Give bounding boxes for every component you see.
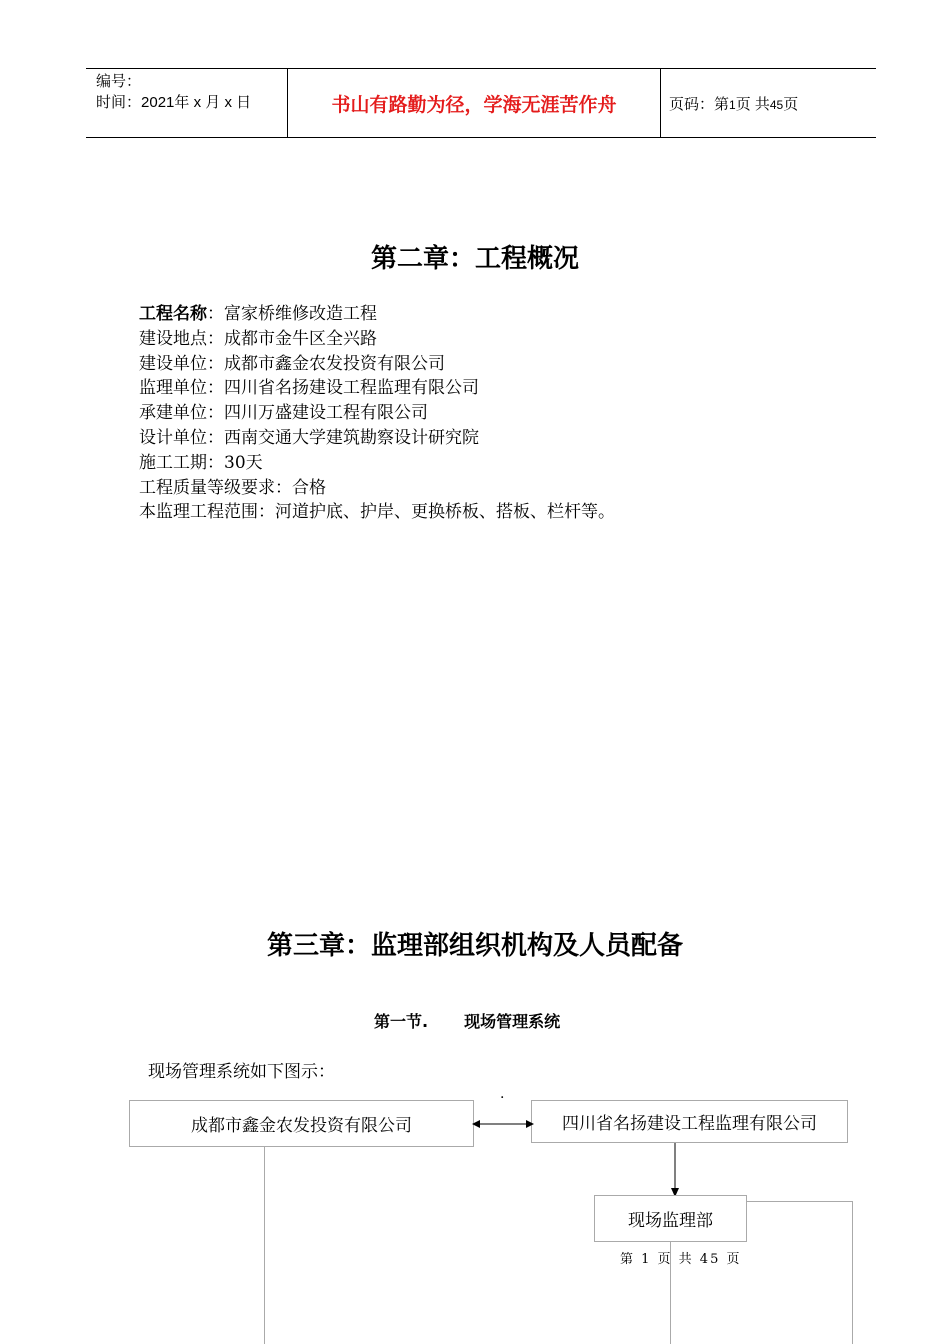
project-info-value: ：成都市金牛区全兴路: [207, 328, 377, 349]
header-divider: [660, 69, 661, 137]
project-info-item: [139, 327, 615, 352]
project-info-item: [139, 500, 615, 525]
project-info-value: ：西南交通大学建筑勘察设计研究院: [207, 427, 479, 448]
org-chart-intro: 现场管理系统如下图示：: [148, 1062, 335, 1082]
section-heading: [374, 1009, 560, 1032]
page-footer: 第 1 页 共 45 页: [620, 1252, 742, 1267]
project-info-item: [139, 376, 615, 401]
project-info-key: 承建单位: [139, 403, 207, 424]
project-info-value: ：成都市鑫金农发投资有限公司: [207, 353, 445, 374]
stray-dot: ·: [500, 1090, 505, 1106]
project-info-item: [139, 476, 615, 501]
project-info-value: ：河道护底、护岸、更换桥板、搭板、栏杆等。: [258, 502, 615, 523]
page-header: [86, 68, 876, 138]
project-info-list: [139, 302, 615, 525]
chapter2-title: 第二章：工程概况: [370, 244, 579, 274]
section-number: 第一节.: [374, 1012, 429, 1031]
project-info-value: ：合格: [275, 477, 326, 498]
project-info-value: ：四川万盛建设工程有限公司: [207, 403, 428, 424]
project-info-item: [139, 401, 615, 426]
section-title: 现场管理系统: [464, 1012, 561, 1031]
project-info-key: 工程质量等级要求: [139, 477, 275, 498]
project-info-value: ：富家桥维修改造工程: [207, 304, 377, 324]
header-time: 时间：2021年 x 月 x 日: [96, 94, 252, 111]
project-info-key: 建设单位: [139, 353, 207, 374]
chapter3-title: 第三章：监理部组织机构及人员配备: [266, 931, 683, 961]
project-info-item: [139, 451, 615, 476]
project-info-key: 本监理工程范围: [139, 502, 258, 523]
project-info-value: ：四川省名扬建设工程监理有限公司: [207, 378, 479, 399]
arrow-down-icon: [669, 1143, 681, 1197]
project-info-key: 施工工期: [139, 452, 207, 473]
header-motto: 书山有路勤为径，学海无涯苦作舟: [331, 93, 617, 116]
header-number: 编号：: [96, 73, 142, 90]
org-box-site-office: 现场监理部: [594, 1195, 747, 1242]
project-info-key: 工程名称: [139, 304, 207, 324]
org-box-owner: 成都市鑫金农发投资有限公司: [129, 1100, 474, 1147]
project-info-key: 设计单位: [139, 427, 207, 448]
double-arrow-icon: [472, 1117, 534, 1131]
org-box-supervisor: 四川省名扬建设工程监理有限公司: [531, 1100, 848, 1143]
connector-line: [747, 1201, 853, 1202]
project-info-item: [139, 302, 615, 327]
project-info-item: [139, 352, 615, 377]
header-page-number: 页码：第1页 共45页: [669, 96, 799, 113]
project-info-key: 建设地点: [139, 328, 207, 349]
header-meta: [96, 71, 251, 113]
connector-line: [852, 1201, 853, 1344]
project-info-value: ：30天: [207, 452, 263, 473]
project-info-item: [139, 426, 615, 451]
project-info-key: 监理单位: [139, 378, 207, 399]
connector-line: [264, 1147, 265, 1344]
